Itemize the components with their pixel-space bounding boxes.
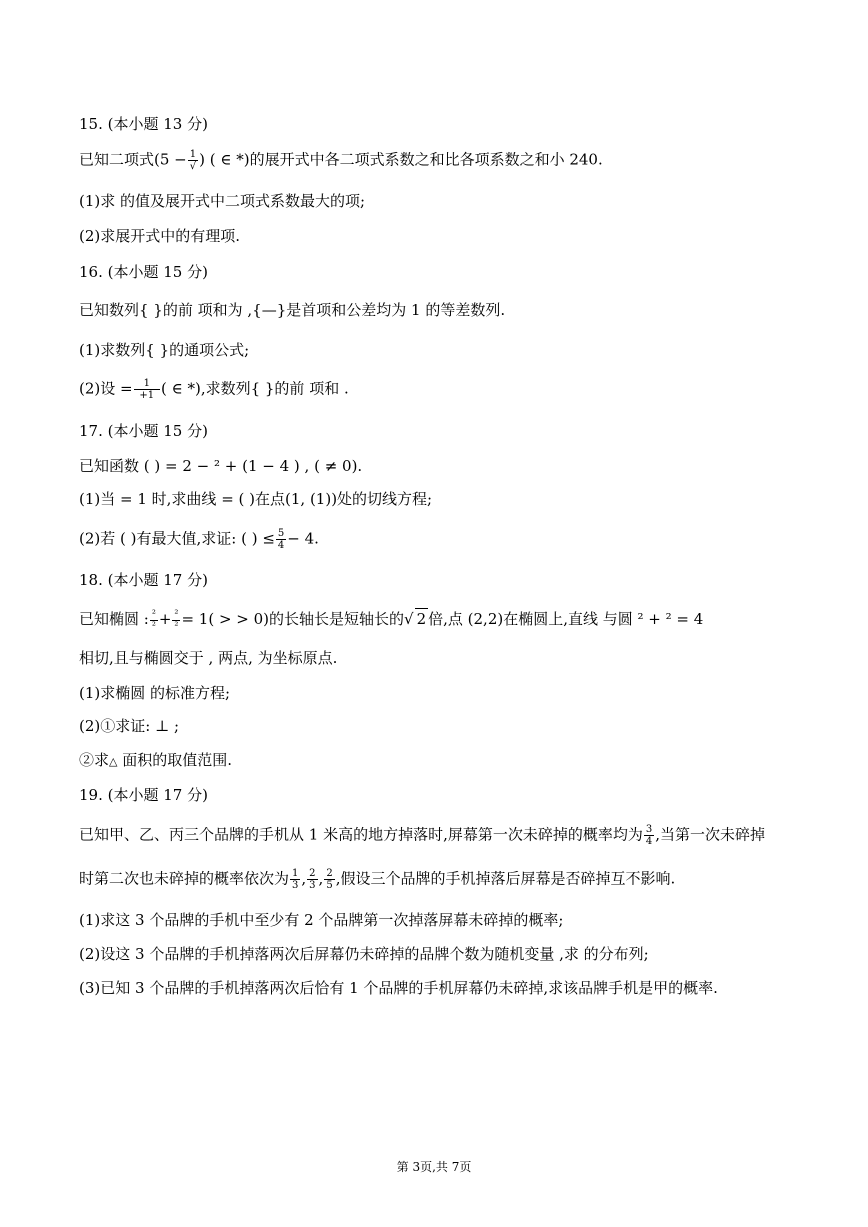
q15-stem-start: 已知二项式(5 −	[79, 150, 187, 169]
q15-stem	[79, 149, 603, 172]
q17-part1: (1)当 = 1 时,求曲线 = ( )在点(1, (1))处的切线方程;	[79, 490, 433, 508]
q16-part2-start: (2)设 =	[79, 379, 133, 398]
q18-stem-line2: 相切,且与椭圆交于 , 两点, 为坐标原点.	[79, 649, 338, 667]
sqrt-radicand: 2	[416, 610, 427, 628]
fraction-numerator: 3	[645, 824, 653, 835]
fraction-denominator: 3	[292, 880, 299, 891]
fraction-numerator: 1	[189, 149, 197, 160]
q19-stem-start: 已知甲、乙、丙三个品牌的手机从 1 米高的地方掉落时,屏幕第一次未碎掉的概率均为	[79, 825, 643, 844]
q19-stem-end: ,当第一次未碎掉	[655, 825, 766, 844]
separator: ,	[318, 869, 324, 888]
q17-part2	[79, 528, 319, 551]
fraction-denominator: 4	[645, 836, 653, 847]
q19-part3: (3)已知 3 个品牌的手机掉落两次后恰有 1 个品牌的手机屏幕仍未碎掉,求该品牌手机是甲的概率.	[79, 979, 718, 997]
page-number: 第 3页,共 7页	[396, 1160, 472, 1174]
q15-stem-fraction	[188, 149, 198, 172]
q17-part2-fraction	[276, 528, 286, 551]
q16-part2	[79, 378, 349, 401]
q17-stem: 已知函数 ( ) = 2 − ² + (1 − 4 ) , ( ≠ 0).	[79, 457, 363, 475]
q15-header: 15. (本小题 13 分)	[79, 115, 208, 133]
q16-header: 16. (本小题 15 分)	[79, 263, 208, 281]
q19-stem2-end: ,假设三个品牌的手机掉落后屏幕是否碎掉互不影响.	[335, 869, 676, 888]
q19-stem-line2	[79, 868, 675, 891]
fraction-denominator: √	[189, 161, 197, 172]
q17-part2-start: (2)若 ( )有最大值,求证: ( ) ≤	[79, 529, 275, 548]
fraction-denominator: 3	[309, 880, 316, 891]
q18-part1: (1)求椭圆 的标准方程;	[79, 684, 231, 702]
q17-header: 17. (本小题 15 分)	[79, 422, 208, 440]
q19-stem2-start: 时第二次也未碎掉的概率依次为	[79, 869, 290, 888]
fraction-denominator: ²	[151, 620, 156, 632]
q18-stem-middle: = 1( > > 0)的长轴长是短轴长的	[181, 610, 405, 628]
q18-part3-start: ②求	[79, 751, 110, 769]
q18-stem-end: 倍,点 (2,2)在椭圆上,直线 与圆 ² + ² = 4	[428, 610, 704, 628]
fraction-numerator: ²	[174, 608, 179, 620]
q15-part1: (1)求 的值及展开式中二项式系数最大的项;	[79, 192, 366, 210]
sqrt-symbol: √	[404, 610, 414, 628]
q18-part3	[79, 750, 232, 772]
fraction-numerator: 2	[309, 868, 316, 879]
q19-part2: (2)设这 3 个品牌的手机掉落两次后屏幕仍未碎掉的品牌个数为随机变量 ,求 的分布列;	[79, 945, 649, 963]
fraction-numerator: 1	[134, 378, 160, 390]
q19-header: 19. (本小题 17 分)	[79, 786, 208, 804]
triangle-symbol: △	[109, 755, 118, 768]
q18-header: 18. (本小题 17 分)	[79, 571, 208, 589]
q19-fraction-2	[307, 868, 317, 891]
fraction-numerator: 5	[277, 528, 285, 539]
q18-ellipse-term-y	[172, 609, 180, 632]
fraction-denominator: 4	[277, 540, 285, 551]
q18-stem	[79, 608, 703, 632]
q16-part2-fraction	[134, 378, 160, 401]
fraction-denominator: +1	[139, 390, 155, 401]
separator: ,	[301, 869, 307, 888]
q15-stem-end: ) ( ∈ *)的展开式中各二项式系数之和比各项系数之和小 240.	[199, 150, 603, 169]
q19-prob-fraction	[644, 824, 654, 847]
q16-stem: 已知数列{ }的前 项和为 ,{—}是首项和公差均为 1 的等差数列.	[79, 301, 506, 319]
fraction-numerator: 1	[292, 868, 299, 879]
q16-part1: (1)求数列{ }的通项公式;	[79, 341, 250, 359]
fraction-denominator: 5	[326, 880, 333, 891]
q19-part1: (1)求这 3 个品牌的手机中至少有 2 个品牌第一次掉落屏幕未碎掉的概率;	[79, 911, 564, 929]
plus-sign: +	[158, 610, 172, 628]
q18-part3-end: 面积的取值范围.	[117, 751, 233, 769]
q18-stem-start: 已知椭圆 :	[79, 610, 149, 628]
fraction-numerator: ²	[151, 608, 156, 620]
q18-ellipse-term-x	[150, 609, 158, 632]
q18-part2: (2)①求证: ⊥ ;	[79, 717, 179, 735]
fraction-numerator: 2	[326, 868, 333, 879]
q19-fraction-1	[290, 868, 300, 891]
fraction-denominator: ²	[174, 620, 179, 632]
q19-fraction-3	[324, 868, 334, 891]
q16-part2-end: ( ∈ *),求数列{ }的前 项和 .	[160, 379, 349, 398]
q15-part2: (2)求展开式中的有理项.	[79, 227, 241, 245]
q17-part2-end: − 4.	[287, 529, 319, 548]
q19-stem	[79, 824, 765, 847]
